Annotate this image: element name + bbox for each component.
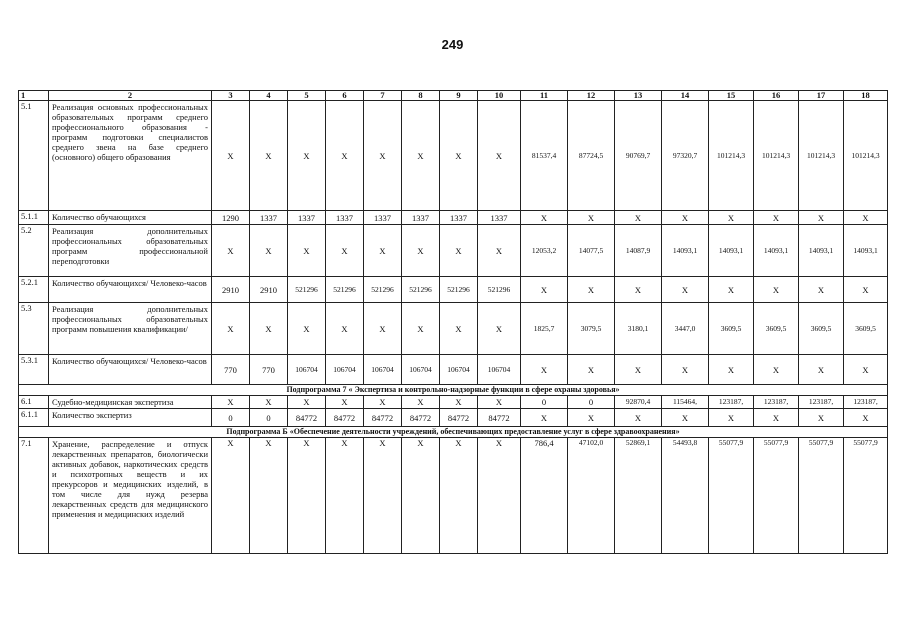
value-cell: X	[364, 396, 402, 409]
value-cell: X	[568, 355, 615, 385]
value-cell: X	[568, 409, 615, 427]
row-number: 6.1	[19, 396, 49, 409]
value-cell: 12053,2	[521, 225, 568, 277]
column-header: 15	[709, 91, 754, 101]
row-number: 5.1.1	[19, 211, 49, 225]
column-header: 18	[844, 91, 888, 101]
value-cell: 84772	[288, 409, 326, 427]
value-cell: 3609,5	[754, 303, 799, 355]
value-cell: 97320,7	[662, 101, 709, 211]
value-cell: X	[440, 303, 478, 355]
value-cell: X	[754, 355, 799, 385]
value-cell: 0	[568, 396, 615, 409]
value-cell: 3609,5	[844, 303, 888, 355]
value-cell: 55077,9	[844, 438, 888, 554]
value-cell: 521296	[288, 277, 326, 303]
value-cell: X	[288, 438, 326, 554]
value-cell: X	[615, 211, 662, 225]
value-cell: X	[615, 355, 662, 385]
row-number: 5.1	[19, 101, 49, 211]
value-cell: X	[521, 355, 568, 385]
row-name: Судебно-медицинская экспертиза	[49, 396, 212, 409]
value-cell: 1825,7	[521, 303, 568, 355]
value-cell: 101214,3	[709, 101, 754, 211]
value-cell: X	[364, 225, 402, 277]
value-cell: X	[288, 396, 326, 409]
value-cell: X	[568, 277, 615, 303]
value-cell: X	[478, 225, 521, 277]
value-cell: 14093,1	[844, 225, 888, 277]
value-cell: 106704	[288, 355, 326, 385]
value-cell: X	[478, 101, 521, 211]
value-cell: 1337	[402, 211, 440, 225]
value-cell: X	[662, 277, 709, 303]
value-cell: 47102,0	[568, 438, 615, 554]
value-cell: 106704	[402, 355, 440, 385]
value-cell: X	[844, 277, 888, 303]
value-cell: X	[326, 396, 364, 409]
value-cell: X	[364, 438, 402, 554]
value-cell: 14093,1	[709, 225, 754, 277]
value-cell: X	[799, 211, 844, 225]
table-row	[19, 225, 888, 277]
value-cell: 2910	[212, 277, 250, 303]
value-cell: 115464,	[662, 396, 709, 409]
table-row	[19, 396, 888, 409]
value-cell: X	[568, 211, 615, 225]
value-cell: 106704	[478, 355, 521, 385]
column-header: 13	[615, 91, 662, 101]
value-cell: 1290	[212, 211, 250, 225]
value-cell: X	[326, 438, 364, 554]
value-cell: 90769,7	[615, 101, 662, 211]
value-cell: 14093,1	[662, 225, 709, 277]
value-cell: X	[615, 277, 662, 303]
value-cell: 1337	[440, 211, 478, 225]
value-cell: 84772	[402, 409, 440, 427]
header-row	[19, 91, 888, 101]
value-cell: 52869,1	[615, 438, 662, 554]
column-header: 17	[799, 91, 844, 101]
value-cell: X	[844, 211, 888, 225]
value-cell: X	[478, 303, 521, 355]
value-cell: 521296	[364, 277, 402, 303]
value-cell: X	[288, 101, 326, 211]
row-number: 5.3.1	[19, 355, 49, 385]
value-cell: 521296	[326, 277, 364, 303]
value-cell: 1337	[326, 211, 364, 225]
column-header: 5	[288, 91, 326, 101]
value-cell: 101214,3	[844, 101, 888, 211]
table-row	[19, 438, 888, 554]
value-cell: 14093,1	[799, 225, 844, 277]
value-cell: 1337	[478, 211, 521, 225]
value-cell: X	[212, 396, 250, 409]
value-cell: X	[799, 355, 844, 385]
column-header: 9	[440, 91, 478, 101]
value-cell: X	[754, 409, 799, 427]
value-cell: 521296	[440, 277, 478, 303]
value-cell: 770	[212, 355, 250, 385]
value-cell: X	[250, 303, 288, 355]
value-cell: 1337	[250, 211, 288, 225]
value-cell: 81537,4	[521, 101, 568, 211]
value-cell: X	[662, 355, 709, 385]
column-header: 6	[326, 91, 364, 101]
subprogram-row	[19, 385, 888, 396]
row-number: 6.1.1	[19, 409, 49, 427]
value-cell: X	[844, 409, 888, 427]
value-cell: X	[326, 225, 364, 277]
value-cell: 55077,9	[799, 438, 844, 554]
value-cell: 106704	[440, 355, 478, 385]
value-cell: X	[440, 396, 478, 409]
value-cell: 3180,1	[615, 303, 662, 355]
value-cell: 84772	[364, 409, 402, 427]
value-cell: X	[709, 355, 754, 385]
value-cell: 1337	[288, 211, 326, 225]
column-header: 8	[402, 91, 440, 101]
value-cell: 123187,	[754, 396, 799, 409]
column-header: 11	[521, 91, 568, 101]
budget-table	[18, 90, 888, 554]
value-cell: X	[521, 277, 568, 303]
value-cell: X	[288, 225, 326, 277]
table-row	[19, 303, 888, 355]
table-row	[19, 101, 888, 211]
value-cell: 521296	[478, 277, 521, 303]
value-cell: 87724,5	[568, 101, 615, 211]
row-number: 7.1	[19, 438, 49, 554]
row-name: Реализация основных профессиональных образовательных программ среднего профессионального образования - программ подготовки специалистов среднего звена на базе среднего (основного) общего образования	[49, 101, 212, 211]
value-cell: X	[402, 225, 440, 277]
column-header: 16	[754, 91, 799, 101]
value-cell: X	[440, 225, 478, 277]
column-header: 10	[478, 91, 521, 101]
value-cell: X	[402, 101, 440, 211]
value-cell: X	[250, 396, 288, 409]
value-cell: 123187,	[844, 396, 888, 409]
value-cell: X	[212, 225, 250, 277]
value-cell: 106704	[326, 355, 364, 385]
row-number: 5.2	[19, 225, 49, 277]
subprogram-b-title: Подпрограмма Б «Обеспечение деятельности учреждений, обеспечивающих предоставление услуг в сфере здравоохранения»	[19, 427, 888, 438]
table-row	[19, 277, 888, 303]
value-cell: 3609,5	[709, 303, 754, 355]
value-cell: 14087,9	[615, 225, 662, 277]
value-cell: 521296	[402, 277, 440, 303]
column-header: 12	[568, 91, 615, 101]
value-cell: 770	[250, 355, 288, 385]
value-cell: 786,4	[521, 438, 568, 554]
value-cell: 123187,	[709, 396, 754, 409]
value-cell: X	[709, 409, 754, 427]
value-cell: X	[364, 303, 402, 355]
value-cell: X	[709, 277, 754, 303]
value-cell: X	[288, 303, 326, 355]
value-cell: 55077,9	[709, 438, 754, 554]
value-cell: X	[212, 438, 250, 554]
value-cell: 54493,8	[662, 438, 709, 554]
row-name: Количество обучающихся/ Человеко-часов	[49, 355, 212, 385]
value-cell: X	[326, 303, 364, 355]
row-number: 5.3	[19, 303, 49, 355]
value-cell: X	[326, 101, 364, 211]
row-name: Количество обучающихся/ Человеко-часов	[49, 277, 212, 303]
value-cell: 3447,0	[662, 303, 709, 355]
subprogram-row	[19, 427, 888, 438]
value-cell: 84772	[326, 409, 364, 427]
value-cell: 2910	[250, 277, 288, 303]
value-cell: X	[844, 355, 888, 385]
column-header: 14	[662, 91, 709, 101]
value-cell: 14077,5	[568, 225, 615, 277]
value-cell: X	[662, 409, 709, 427]
row-number: 5.2.1	[19, 277, 49, 303]
value-cell: X	[754, 211, 799, 225]
subprogram-7-title: Подпрограмма 7 « Экспертиза и контрольно-надзорные функции в сфере охраны здоровья»	[19, 385, 888, 396]
value-cell: X	[402, 396, 440, 409]
value-cell: 3079,5	[568, 303, 615, 355]
value-cell: X	[754, 277, 799, 303]
column-header: 4	[250, 91, 288, 101]
value-cell: X	[521, 211, 568, 225]
page-number: 249	[441, 37, 464, 52]
value-cell: 55077,9	[754, 438, 799, 554]
value-cell: 0	[521, 396, 568, 409]
table-row	[19, 409, 888, 427]
table-row	[19, 355, 888, 385]
value-cell: X	[521, 409, 568, 427]
value-cell: X	[799, 277, 844, 303]
value-cell: X	[250, 438, 288, 554]
value-cell: 84772	[440, 409, 478, 427]
value-cell: X	[212, 101, 250, 211]
value-cell: X	[250, 225, 288, 277]
column-header: 1	[19, 91, 49, 101]
value-cell: 0	[250, 409, 288, 427]
value-cell: 101214,3	[754, 101, 799, 211]
value-cell: X	[402, 438, 440, 554]
row-name: Реализация дополнительных профессиональных образовательных программ повышения квалификации/	[49, 303, 212, 355]
table-row	[19, 211, 888, 225]
value-cell: 123187,	[799, 396, 844, 409]
value-cell: X	[478, 438, 521, 554]
value-cell: X	[662, 211, 709, 225]
value-cell: 3609,5	[799, 303, 844, 355]
value-cell: X	[615, 409, 662, 427]
value-cell: 101214,3	[799, 101, 844, 211]
value-cell: X	[440, 438, 478, 554]
value-cell: 1337	[364, 211, 402, 225]
value-cell: 0	[212, 409, 250, 427]
column-header: 7	[364, 91, 402, 101]
value-cell: 84772	[478, 409, 521, 427]
value-cell: X	[440, 101, 478, 211]
value-cell: 14093,1	[754, 225, 799, 277]
value-cell: X	[364, 101, 402, 211]
row-name: Количество экспертиз	[49, 409, 212, 427]
row-name: Количество обучающихся	[49, 211, 212, 225]
value-cell: X	[212, 303, 250, 355]
column-header: 3	[212, 91, 250, 101]
value-cell: X	[709, 211, 754, 225]
value-cell: X	[250, 101, 288, 211]
value-cell: X	[478, 396, 521, 409]
row-name: Реализация дополнительных профессиональных образовательных программ профессиональной переподготовки	[49, 225, 212, 277]
value-cell: 106704	[364, 355, 402, 385]
value-cell: X	[799, 409, 844, 427]
column-header: 2	[49, 91, 212, 101]
value-cell: X	[402, 303, 440, 355]
row-name: Хранение, распределение и отпуск лекарственных препаратов, биологически активных добавок, наркотических средств и психотропных веществ и их прекурсоров и медицинских изделий, в том числе для нужд резерва лекарственных средств для медицинского применения и медицинских изделий	[49, 438, 212, 554]
value-cell: 92870,4	[615, 396, 662, 409]
